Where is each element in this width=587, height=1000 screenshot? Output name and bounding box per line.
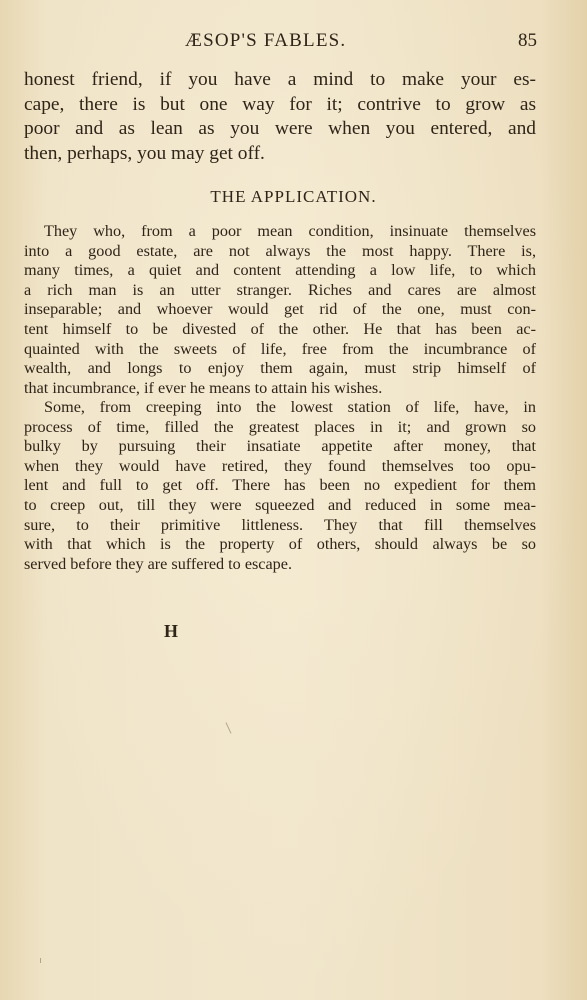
text-line: then, perhaps, you may get off.	[24, 142, 265, 164]
fable-conclusion-paragraph	[24, 68, 536, 166]
text-line: when they would have retired, they found themselves too opu-	[24, 456, 536, 475]
text-line: sure, to their primitive littleness. They that fill themselves	[24, 515, 536, 534]
running-title: ÆSOP'S FABLES.	[185, 30, 347, 51]
application-paragraph-1	[24, 222, 536, 398]
paper-blemish	[40, 958, 41, 963]
text-line: into a good estate, are not always the most happy. There is,	[24, 241, 536, 260]
text-line: wealth, and longs to enjoy them again, must strip himself of	[24, 359, 536, 378]
signature-mark: H	[164, 621, 179, 641]
text-line: a rich man is an utter stranger. Riches and cares are almost	[24, 280, 536, 299]
text-line: lent and full to get off. There has been no expedient for them	[24, 476, 536, 495]
page-header	[0, 30, 587, 56]
text-line: that incumbrance, if ever he means to attain his wishes.	[24, 378, 383, 397]
text-line: They who, from a poor mean condition, insinuate themselves	[44, 222, 536, 240]
text-line: Some, from creeping into the lowest station of life, have, in	[44, 398, 536, 416]
text-line: bulky by pursuing their insatiate appetite after money, that	[24, 437, 536, 456]
text-line: process of time, filled the greatest places in it; and grown so	[24, 417, 536, 436]
application-heading: THE APPLICATION.	[210, 187, 377, 206]
page-number: 85	[518, 30, 537, 51]
text-line: tent himself to be divested of the other. He that has been ac-	[24, 319, 536, 338]
text-line: cape, there is but one way for it; contrive to grow as	[24, 93, 536, 115]
text-line: to creep out, till they were squeezed and reduced in some mea-	[24, 495, 536, 514]
text-line: honest friend, if you have a mind to make your es-	[24, 69, 536, 90]
application-paragraph-2	[24, 398, 536, 574]
text-line: quainted with the sweets of life, free from the incumbrance of	[24, 339, 536, 358]
text-line: poor and as lean as you were when you entered, and	[24, 118, 536, 139]
text-line: with that which is the property of others, should always be so	[24, 535, 536, 554]
text-line: many times, a quiet and content attending a low life, to which	[24, 261, 536, 280]
paper-blemish	[226, 722, 232, 733]
text-line: inseparable; and whoever would get rid of the one, must con-	[24, 300, 536, 319]
text-line: served before they are suffered to escape.	[24, 554, 293, 573]
